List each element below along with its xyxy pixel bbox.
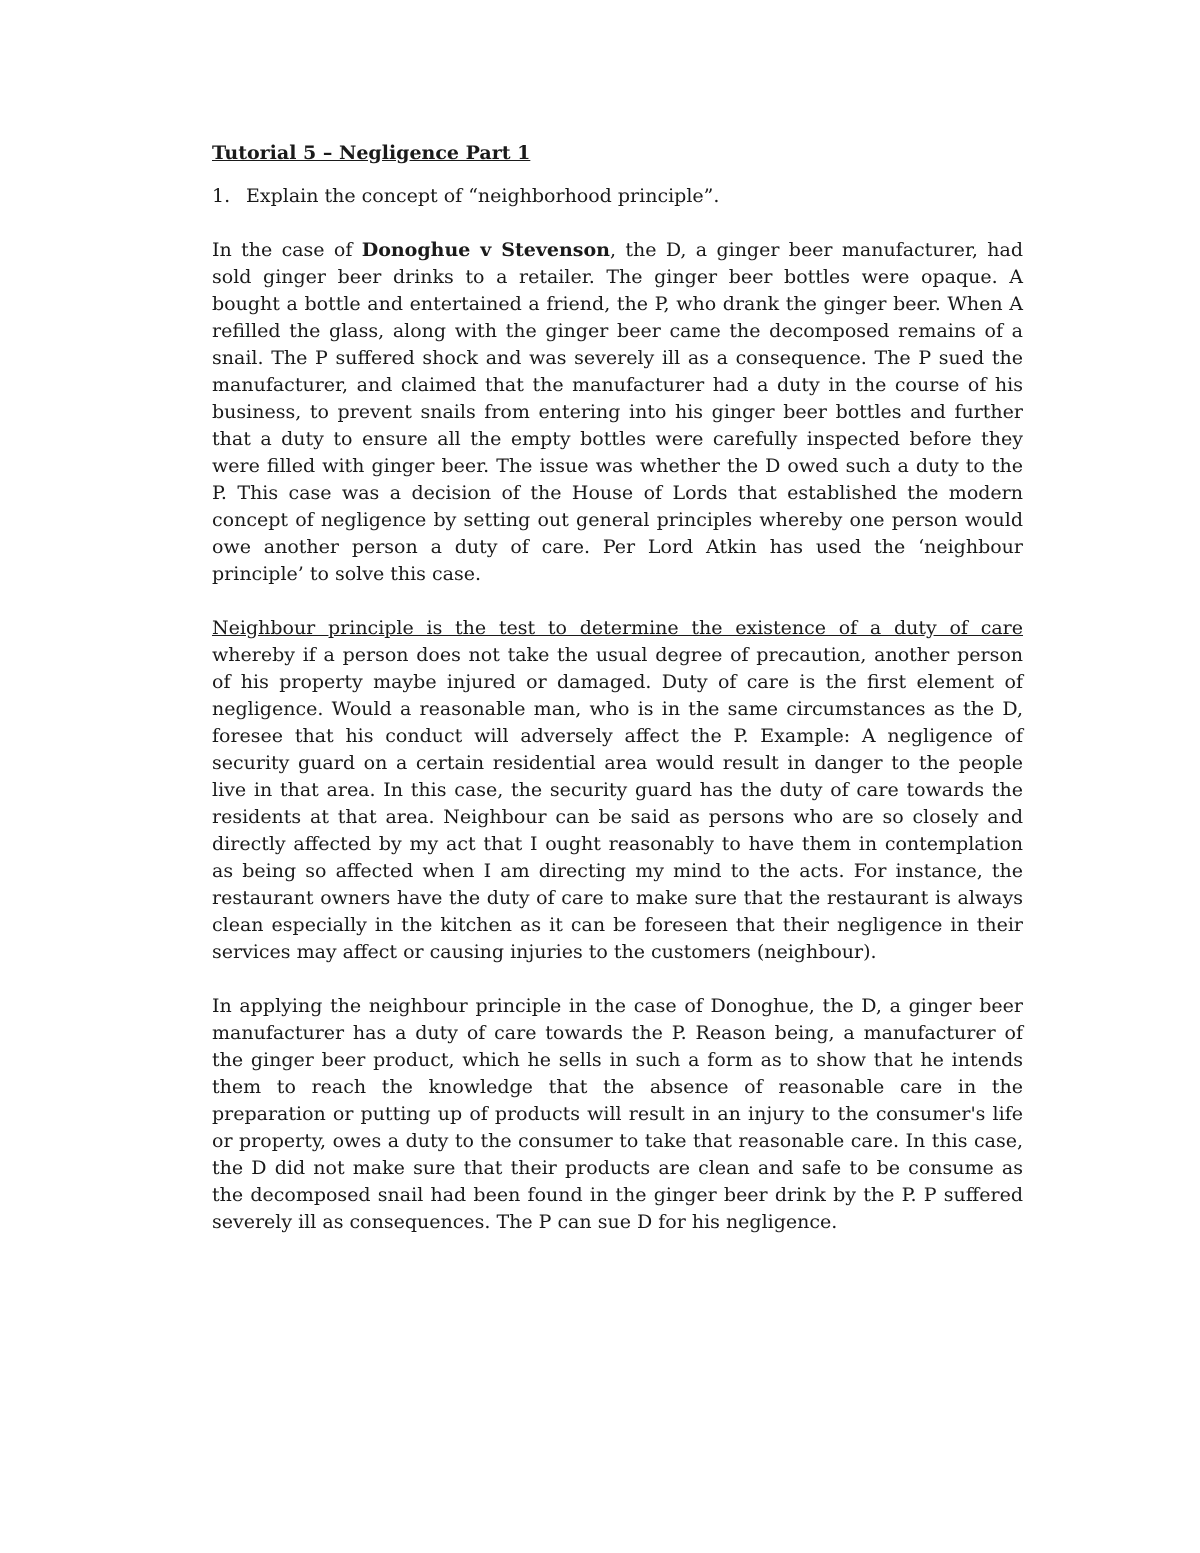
paragraph-case-facts-body: , the D, a ginger beer manufacturer, had sold ginger beer drinks to a retailer. The ginger beer bottles were opaque. A bought a bottle and entertained a friend, the P, who drank the ginger beer. When A refilled the glass, along with the ginger beer came the decomposed remains of a snail. The P suffered shock and was severely ill as a consequence. The P sued the manufacturer, and claimed that the manufacturer had a duty in the course of his business, to prevent snails from entering into his ginger beer bottles and further that a duty to ensure all the empty bottles were carefully inspected before they were filled with ginger beer. The issue was whether the D owed such a duty to the P. This case was a decision of the House of Lords that established the modern concept of negligence by setting out general principles whereby one person would owe another person a duty of care. Per Lord Atkin has used the ‘neighbour principle’ to solve this case. — [212, 239, 1023, 585]
document-title: Tutorial 5 – Negligence Part 1 — [212, 142, 531, 164]
paragraph-application: In applying the neighbour principle in the case of Donoghue, the D, a ginger beer manufacturer has a duty of care towards the P. Reason being, a manufacturer of the ginger beer product, which he sells in such a form as to show that he intends them to reach the knowledge that the absence of reasonable care in the preparation or putting up of products will result in an injury to the consumer's life or property, owes a duty to the consumer to take that reasonable care. In this case, the D did not make sure that their products are clean and safe to be consume as the decomposed snail had been found in the ginger beer drink by the P. P suffered severely ill as consequences. The P can sue D for his negligence. — [212, 995, 1023, 1233]
paragraph-case-facts-lead: In the case of — [212, 239, 362, 261]
neighbour-principle-definition: Neighbour principle is the test to determine the existence of a duty of care — [212, 617, 1023, 639]
question-1 — [212, 183, 1023, 210]
case-name: Donoghue v Stevenson — [361, 239, 610, 261]
paragraph-case-facts — [212, 237, 1023, 588]
question-text: Explain the concept of “neighborhood principle”. — [246, 185, 720, 207]
question-number: 1. — [212, 185, 231, 207]
paragraph-neighbour-principle — [212, 615, 1023, 966]
paragraph-neighbour-principle-body: whereby if a person does not take the usual degree of precaution, another person of his property maybe injured or damaged. Duty of care is the first element of negligence. Would a reasonable man, who is in the same circumstances as the D, foresee that his conduct will adversely affect the P. Example: A negligence of security guard on a certain residential area would result in danger to the people live in that area. In this case, the security guard has the duty of care towards the residents at that area. Neighbour can be said as persons who are so closely and directly affected by my act that I ought reasonably to have them in contemplation as being so affected when I am directing my mind to the acts. For instance, the restaurant owners have the duty of care to make sure that the restaurant is always clean especially in the kitchen as it can be foreseen that their negligence in their services may affect or causing injuries to the customers (neighbour). — [212, 644, 1023, 963]
document-page — [212, 140, 1023, 1236]
